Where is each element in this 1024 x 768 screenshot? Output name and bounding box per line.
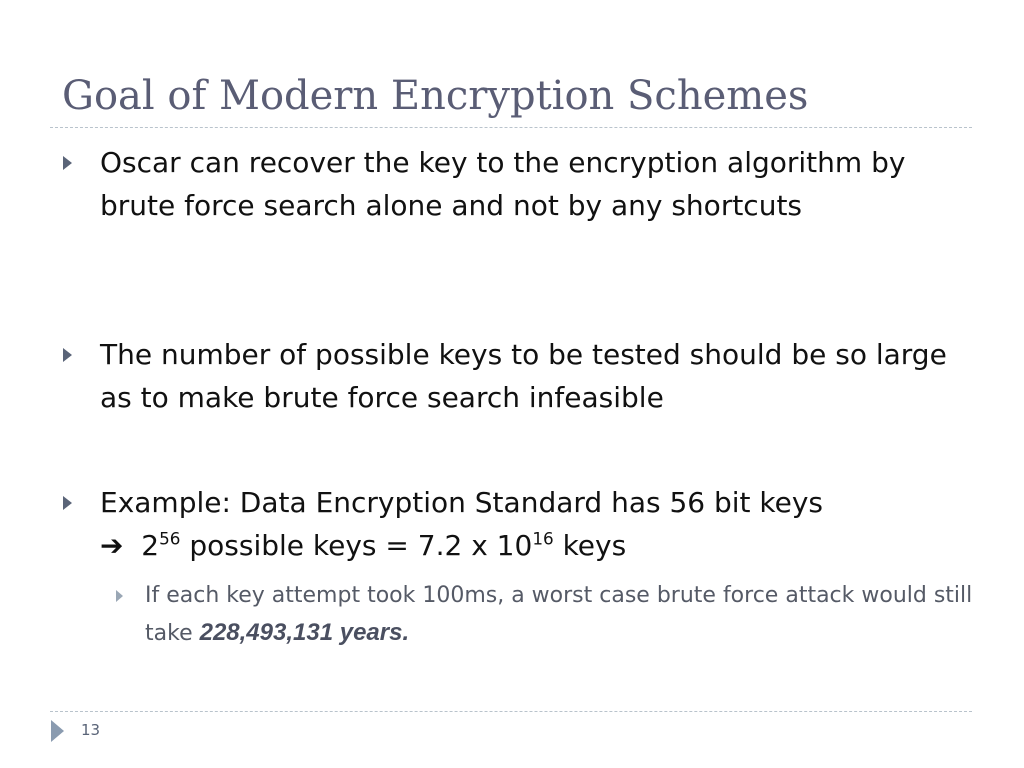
bullet-text: The number of possible keys to be tested should be so large as to make brute force search infeasible [100,338,947,414]
bullet-triangle-icon [63,156,72,170]
title-divider [50,127,972,128]
bullet-triangle-icon [63,348,72,362]
sub-bullet-triangle-icon [116,590,123,602]
years-emphasis: 228,493,131 years. [199,619,410,646]
key-count-text: possible keys = 7.2 x 10 [180,529,533,562]
bullet-item [100,481,980,567]
bullet-text: Oscar can recover the key to the encryption algorithm by brute force search alone and not by any shortcuts [100,146,906,222]
right-arrow-icon: ➔ [100,529,124,562]
bullet-text-line1: Example: Data Encryption Standard has 56 bit keys [100,486,824,519]
footer-triangle-icon [51,720,64,742]
bullet-item [100,333,980,419]
key-space-exponent: 56 [159,528,181,549]
key-count-exponent: 16 [532,528,554,549]
bullet-triangle-icon [63,496,72,510]
slide-title: Goal of Modern Encryption Schemes [62,73,809,119]
footer-divider [50,711,972,712]
sub-bullet-text: If each key attempt took 100ms, a worst case brute force attack would still take [145,583,973,646]
bullet-item [100,141,980,227]
bullet-text-line2 [100,524,980,567]
page-number: 13 [81,721,101,739]
key-space-base: 2 [141,529,160,562]
key-count-tail: keys [553,529,627,562]
sub-bullet-item [145,577,975,652]
